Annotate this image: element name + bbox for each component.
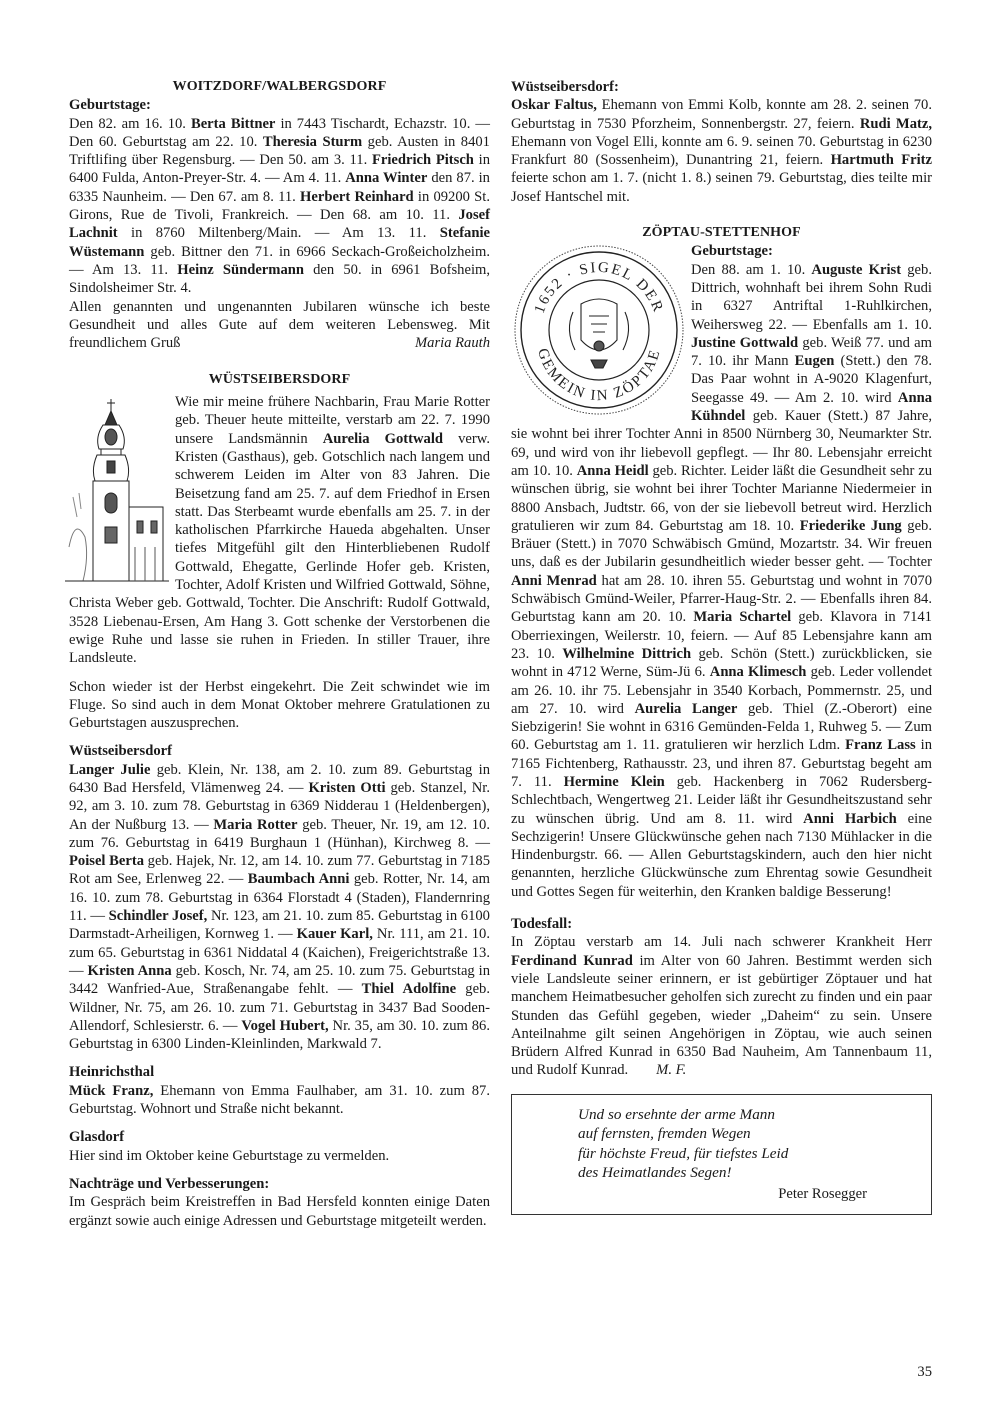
page-number: 35 <box>917 1364 932 1380</box>
zoeptau-birthdays: Den 88. am 1. 10. Auguste Krist geb. Dittrich, wohnhaft bei ihrem Sohn Rudi in 6327 Antriftal 1-Ruhlkirchen, Weihersweg 22. — Ebenfalls am 1. 10. Justine Gottwald geb. Weiß 77. und am 7. 10. ihr Mann Eugen (Stett.) den 78. Das Paar wohnt in A-9020 Klagenfurt, Seegasse 49. — Am 2. 10. wird Anna Kühndel geb. Kauer (Stett.) 87 Jahre, sie wohnt bei ihrer Tochter Anni in 8500 Nürnberg 30, Neumarkter Str. 69, und wird von ihr liebevoll gepflegt. — Ihr 80. Lebensjahr erreicht am 10. 10. Anna Heidl geb. Richter. Leider läßt die Gesundheit sehr zu wünschen übrig, sie wohnt bei ihrer Tochter Marianne Niedermeier in 8800 Ansbach, Judtstr. 66, von der sie liebevoll betreut wird. Herzlich gratulieren wir zum 84. Geburtstag am 18. 10. Friederike Jung geb. Bräuer (Stett.) in 7070 Schwäbisch Gmünd, Mozartstr. 34. Wir freuen uns, daß es der Jubilarin gesundheitlich wieder besser geht. — Tochter Anni Menrad hat am 28. 10. ihren 55. Geburtstag und wohnt in 7070 Schwäbisch Gmünd-Weiler, Pfarrer-Haug-Str. 2. — Ebenfalls ihren 84. Geburtstag kann am 20. 10. Maria Schartel geb. Klavora in 7141 Oberriexingen, Weilerstr. 10, feiern. — Auf 85 Lebensjahre kann am 23. 10. Wilhelmine Dittrich geb. Schön (Stett.) zurückblicken, sie wohnt in 4712 Werne, Süm-Jü 6. Anna Klimesch geb. Leder vollendet am 26. 10. ihr 75. Lebensjahr in 3540 Korbach, Pommernstr. 25, und am 27. 10. wird Aurelia Langer geb. Thiel (Z.-Oberort) eine Siebzigerin! Sie wohnt in 6316 Gemünden-Felda 1, Ruhweg 5. — Zum 60. Geburtstag am 1. 11. gratulieren wir herzlich Ldm. Franz Lass in 7165 Fichtenberg, Rathausstr. 23, und ihren 87. Geburtstag begeht am 7. 11. Hermine Klein geb. Hackenberg in 7062 Rudersberg-Schlechtbach, Wengertweg 21. Leider läßt ihr Gesundheitszustand sehr zu wünschen übrig. Und am 8. 11. wird Anni Harbich eine Sechzigerin! Unsere Glückwünsche gehen nach 7130 Mühlacker in die Hindenburgstr. 66. — Allen Geburtstagskindern, auch den hier nicht genannten, herzliche Glückwünsche zum Ehrentag sowie Gesundheit und Gottes Segen für weiterhin, den Kranken baldige Besserung! <box>511 261 933 900</box>
todesfall-body: In Zöptau verstarb am 14. Juli nach schwerer Krankheit Herr Ferdinand Kunrad im Alter von 60 Jahren. Bestimmt werden sich viele Landsleute seiner erinnern, er ist gebürtiger Zöptauer und hat manchem Heimatbesucher geholfen sich zurecht zu finden und ein paar Stunden das Gefühl gegeben, wieder „Daheim“ zu sein. Unsere Anteilnahme gilt seinen Angehörigen in Zöptau, wie auch seinen Brüdern Alfred Kunrad in 6350 Bad Nauheim, Am Tannenbaum 11, und Rudolf Kunrad. <box>511 934 932 1079</box>
bold-name: Maria Rotter <box>213 816 298 833</box>
bold-name: Maria Schartel <box>693 609 792 626</box>
bold-name: Anni Menrad <box>511 572 597 589</box>
bold-name: Wilhelmine Dittrich <box>562 645 692 662</box>
woitzdorf-heading: WOITZDORF/WALBERGSDORF <box>172 79 387 94</box>
nachtraege-text: Im Gespräch beim Kreistreffen in Bad Hersfeld konnten einige Daten ergänzt sowie auch einige Adressen und Geburtstage mitgeteilt werden. <box>69 1194 490 1229</box>
bold-name: Anna Winter <box>345 170 428 187</box>
bold-name: Justine Gottwald <box>691 334 799 351</box>
bold-name: Hartmuth Fritz <box>830 152 932 169</box>
bold-name: Rudi Matz, <box>859 115 932 132</box>
heinrichsthal-text: Mück Franz, Ehemann von Emma Faulhaber, am 31. 10. zum 87. Geburtstag. Wohnort und Straße nicht bekannt. <box>69 1082 490 1118</box>
wuestseibersdorf-birthdays: Langer Julie geb. Klein, Nr. 138, am 2. 10. zum 89. Geburtstag in 6430 Bad Hersfeld, Vlämenweg 24. — Kristen Otti geb. Stanzel, Nr. 92, am 3. 10. zum 78. Geburtstag in 6369 Nidderau 1 (Heldenbergen), An der Nußburg 13. — Maria Rotter geb. Theuer, Nr. 19, am 12. 10. zum 76. Geburtstag in 6419 Burghaun 1 (Hünhan), Kirchweg 8. — Poisel Berta geb. Hajek, Nr. 12, am 14. 10. zum 77. Geburtstag in 7185 Rot am See, Erlenweg 22. — Baumbach Anni geb. Rotter, Nr. 14, am 16. 10. zum 78. Geburtstag in 6364 Florstadt 4 (Staden), Flandernring 11. — Schindler Josef, Nr. 123, am 21. 10. zum 85. Geburtstag in 6100 Darmstadt-Arheiligen, Kornweg 1. — Kauer Karl, Nr. 111, am 21. 10. zum 65. Geburtstag in 6361 Niddatal 4 (Kaichen), Freigerichtstraße 13. — Kristen Anna geb. Kosch, Nr. 74, am 25. 10. zum 75. Geburtstag in 3442 Wanfried-Aue, Straßenangabe fehlt. — Thiel Adolfine geb. Wildner, Nr. 75, am 26. 10. zum 71. Geburtstag in 3437 Bad Sooden-Allendorf, Schlesierstr. 6. — Vogel Hubert, Nr. 35, am 30. 10. zum 86. Geburtstag in 6300 Linden-Kleinlinden, Markwald 7. <box>69 761 490 1053</box>
bold-name: Theresia Sturm <box>262 133 363 150</box>
bold-name: Schindler Josef, <box>108 908 208 925</box>
heinrichsthal-subhead: Heinrichsthal <box>69 1064 155 1081</box>
wuestseibersdorf-heading: WÜSTSEIBERSDORF <box>208 371 351 387</box>
bold-name: Heinz Sündermann <box>177 261 304 278</box>
poem-line-1: Und so ersehnte der arme Mann <box>578 1105 775 1123</box>
svg-text:GEMEIN IN ZÖPTAE <box>534 347 664 405</box>
woitzdorf-subhead: Geburtstage: <box>69 97 151 114</box>
bold-name: Josef Lachnit <box>69 207 490 242</box>
bold-name: Friedrich Pitsch <box>371 152 474 169</box>
seal-top-text: 1652 · SIGEL DER <box>531 260 667 317</box>
seal-bottom-text: GEMEIN IN ZÖPTAE <box>534 346 664 405</box>
bold-name: Franz Lass <box>845 737 916 754</box>
bold-name: Ferdinand Kunrad <box>511 952 633 969</box>
zoeptau-heading: ZÖPTAU-STETTENHOF <box>642 225 801 241</box>
nachtraege-subhead: Nachträge und Verbesserungen: <box>69 1175 270 1192</box>
poem-author: Peter Rosegger <box>778 1185 867 1202</box>
bold-name: Stefanie Wüstemann <box>69 225 490 260</box>
bold-name: Anna Heidl <box>576 462 649 479</box>
poem-line-3: für höchste Freud, für tiefstes Leid <box>578 1144 789 1162</box>
poem-line-2: auf fernsten, fremden Wegen <box>578 1125 751 1143</box>
bold-name: Eugen <box>794 353 835 370</box>
woitzdorf-closing: Allen genannten und ungenannten Jubilaren wünsche ich beste Gesundheit und alles Gute auf dem weiteren Lebensweg. Mit freundlichem Gruß <box>69 298 490 352</box>
glasdorf-text: Hier sind im Oktober keine Geburtstage zu vermelden. <box>69 1147 390 1164</box>
bold-name: Kristen Otti <box>308 779 386 796</box>
poem-box <box>511 1094 932 1216</box>
church-illustration <box>65 397 169 587</box>
wuestseibersdorf-obituary: Wie mir meine frühere Nachbarin, Frau Marie Rotter geb. Theuer heute mitteilte, verstarb am 22. 7. 1990 unsere Landsmännin Aurelia Gottwald verw. Kristen (Gasthaus), geb. Gotschlich nach langem und schwerem Leiden im Alter von 83 Jahren. Die Beisetzung fand am 25. 7. auf dem Friedhof in Ersen statt. Das Sterbeamt wurde ebenfalls am 25. 7. in der katholischen Pfarrkirche Haueda abgehalten. Unser tiefes Mitgefühl gilt den Hinterbliebenen Rudolf Gottwald, Ehegatte, Gerlinde Hofer geb. Kristen, Tochter, Adolf Kristen und Wilfried Gottwald, Söhne, Christa Weber geb. Gottwald, Tochter. Die Anschrift: Rudolf Gottwald, 3528 Liebenau-Ersen, Am Hang 3. Gott schenke der Verstorbenen die ewige Ruhe und lasse sie ruhen in Frieden. In stiller Trauer, ihre Landsleute. <box>69 394 491 667</box>
bold-name: Mück Franz, <box>69 1082 154 1099</box>
todesfall-subhead: Todesfall: <box>511 916 573 933</box>
bold-name: Hermine Klein <box>563 773 665 790</box>
bold-name: Langer Julie <box>69 761 151 778</box>
bold-name: Anni Harbich <box>803 810 897 827</box>
bold-name: Herbert Reinhard <box>300 188 414 205</box>
wuestseibersdorf2-subhead: Wüstseibersdorf: <box>511 79 619 95</box>
woitzdorf-signature: Maria Rauth <box>415 335 490 352</box>
autumn-paragraph: Schon wieder ist der Herbst eingekehrt. Die Zeit schwindet wie im Fluge. So sind auch in dem Monat Oktober mehrere Gratulationen zu Geburtstagen auszusprechen. <box>69 678 490 732</box>
glasdorf-subhead: Glasdorf <box>69 1129 125 1146</box>
bold-name: Poisel Berta <box>69 853 144 870</box>
bold-name: Auguste Krist <box>811 261 902 278</box>
bold-name: Vogel Hubert, <box>241 1017 329 1034</box>
bold-name: Oskar Faltus, <box>511 97 597 114</box>
bold-name: Aurelia Gottwald <box>322 430 444 447</box>
bold-name: Anna Klimesch <box>709 664 807 681</box>
bold-name: Friederike Jung <box>799 517 902 534</box>
poem-line-4: des Heimatlandes Segen! <box>578 1164 732 1182</box>
bold-name: Kristen Anna <box>87 962 172 979</box>
bold-name: Baumbach Anni <box>247 871 350 888</box>
woitzdorf-birthdays: Den 82. am 16. 10. Berta Bittner in 7443 Tischardt, Echazstr. 10. — Den 60. Geburtstag am 22. 10. Theresia Sturm geb. Austen in 8401 Triftlifing über Regensburg. — Den 50. am 3. 11. Friedrich Pitsch in 6400 Fulda, Anton-Preyer-Str. 4. — Am 4. 11. Anna Winter den 87. in 6335 Naunheim. — Den 67. am 8. 11. Herbert Reinhard in 09200 St. Girons, Rue de Tivoli, Frankreich. — Den 68. am 10. 11. Josef Lachnit in 8760 Miltenberg/Main. — Am 13. 11. Stefanie Wüstemann geb. Bittner den 71. in 6966 Seckach-Großeicholzheim. — Am 13. 11. Heinz Sündermann den 50. in 6961 Bofsheim, Sindolsheimer Str. 4. <box>69 115 491 297</box>
bold-name: Berta Bittner <box>190 115 276 132</box>
bold-name: Anna Kühndel <box>691 389 932 425</box>
right-column <box>511 78 932 1215</box>
bold-name: Thiel Adolfine <box>361 981 457 998</box>
left-column <box>69 78 490 1230</box>
zoeptau-subhead: Geburtstage: <box>691 243 773 260</box>
todesfall-text <box>511 933 932 1079</box>
wuestseibersdorf2-text: Oskar Faltus, Ehemann von Emmi Kolb, konnte am 28. 2. seinen 70. Geburtstag in 7530 Pforzheim, Sonnenbergstr. 27, feiern. Rudi Matz, Ehemann von Vogel Elli, konnte am 6. 9. seinen 70. Geburtstag in 6230 Frankfurt 80 (Sossenheim), Dunantring 21, feiern. Hartmuth Fritz feierte schon am 1. 7. (nicht 1. 8.) seinen 79. Geburtstag, dies teilte mir Josef Hantschel mit. <box>511 97 932 205</box>
wuestseibersdorf-subhead: Wüstseibersdorf <box>69 743 172 760</box>
todesfall-initials: M. F. <box>656 1062 687 1079</box>
bold-name: Kauer Karl, <box>296 926 373 943</box>
zoeptau-seal-illustration <box>511 242 687 418</box>
bold-name: Aurelia Langer <box>634 700 738 717</box>
